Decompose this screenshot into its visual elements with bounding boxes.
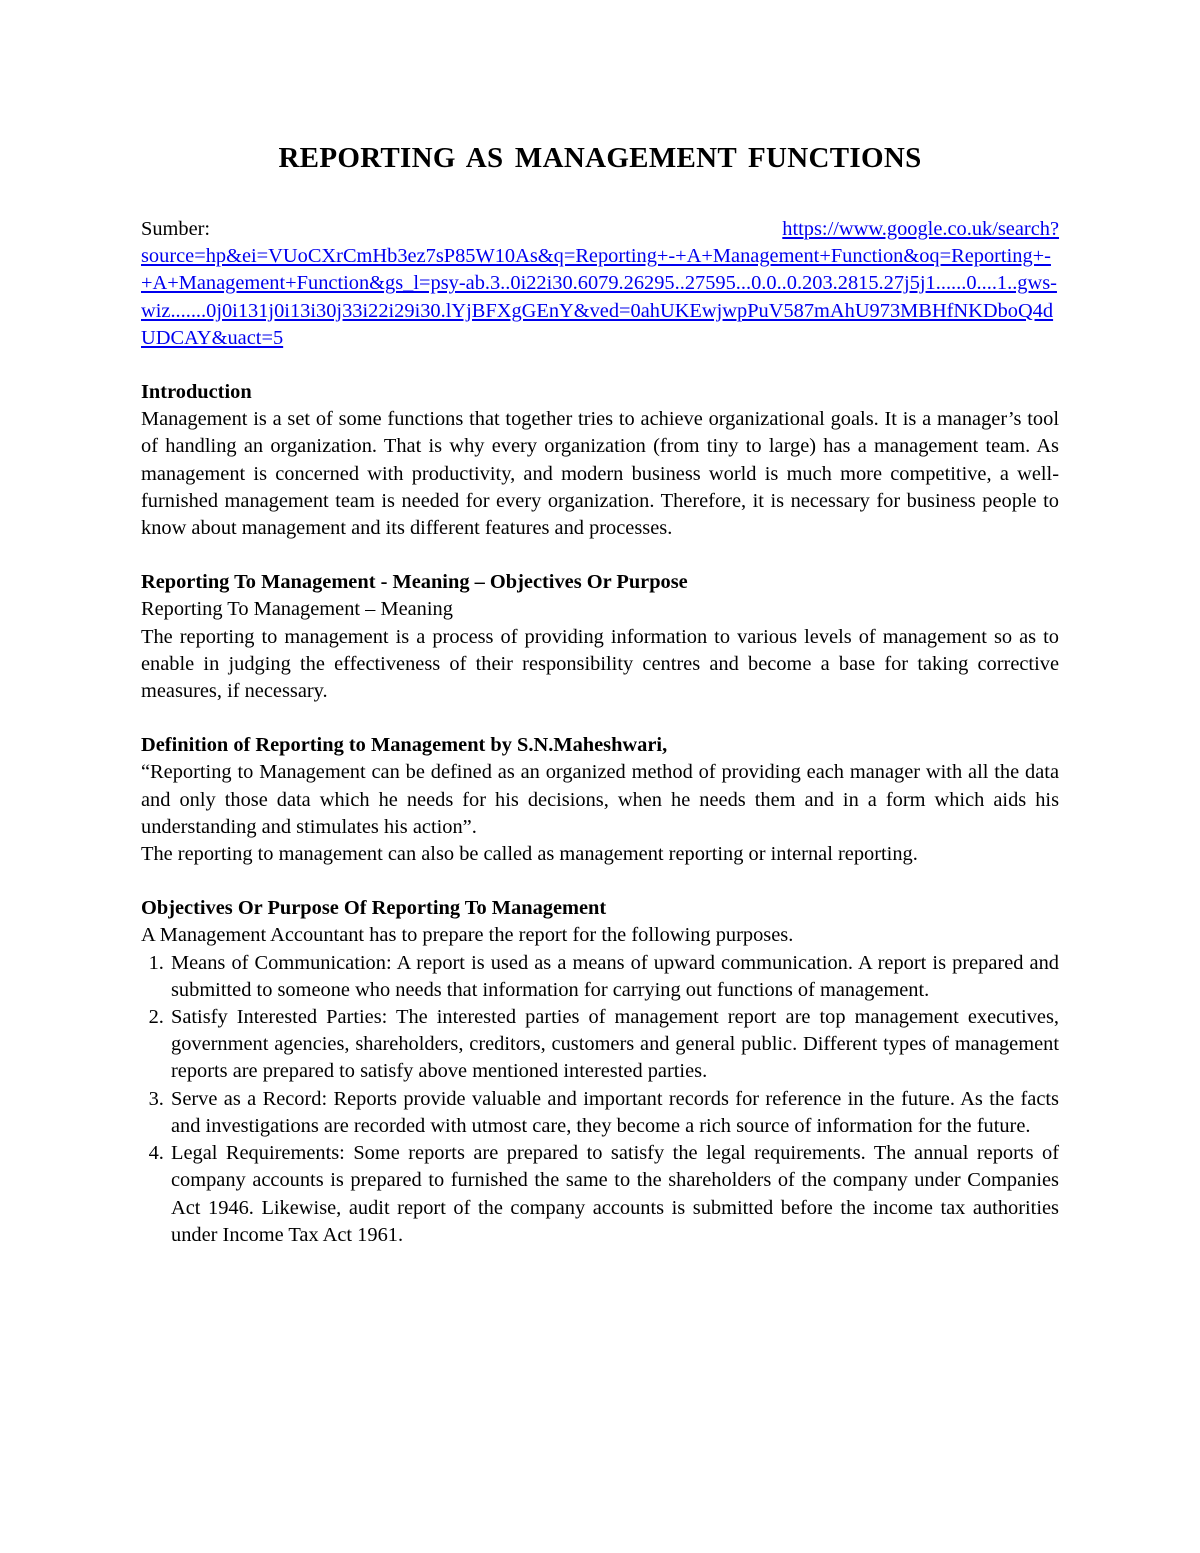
meaning-paragraph: The reporting to management is a process of providing information to various levels of management so as to enable in judging the effectiveness of their responsibility centres and become a base for taking corrective measures, if necessary. [141,625,1059,703]
list-item: 3. Serve as a Record: Reports provide valuable and important records for reference in the future. As the facts and investigations are recorded with utmost care, they become a rich source of information for the future. [169,1086,1059,1140]
source-link-start[interactable]: https://www.google.co.uk/search? [782,218,1059,240]
introduction-paragraph: Management is a set of some functions that together tries to achieve organizational goals. It is a manager’s tool of handling an organization. That is why every organization (from tiny to large) has a management team. As management is concerned with productivity, and modern business world is much more competitive, a well-furnished management team is needed for every organization. Therefore, it is necessary for business people to know about management and its different features and processes. [141,408,1059,540]
source-label: Sumber: [141,218,211,240]
meaning-subheading: Reporting To Management – Meaning [141,598,453,621]
list-item: 4. Legal Requirements: Some reports are prepared to satisfy the legal requirements. The annual reports of company accounts is prepared to furnished the same to the shareholders of the company under Companies Act 1946. Likewise, audit report of the company accounts is submitted before the income tax authorities under Income Tax Act 1961. [169,1140,1059,1249]
objectives-list [141,950,1059,1249]
list-item: 2. Satisfy Interested Parties: The interested parties of management report are top management executives, government agencies, shareholders, creditors, customers and general public. Different types of management reports are prepared to satisfy above mentioned interested parties. [169,1004,1059,1086]
document-body [141,216,1059,1249]
source-line [141,216,1059,243]
objectives-heading: Objectives Or Purpose Of Reporting To Management [141,897,607,920]
source-link[interactable]: source=hp&ei=VUoCXrCmHb3ez7sP85W10As&q=Reporting+-+A+Management+Function&oq=Reporting+-+A+Management+Function&gs_l=psy-ab.3..0i22i30.6079.26295..27595...0.0..0.203.2815.27j5j1......0....1..gws-wiz.......0j0i131j0i13i30j33i22i29i30.lYjBFXgGEnY&ved=0ahUKEwjwpPuV587mAhU973MBHfNKDboQ4dUDCAY&uact=5 [141,245,1057,349]
definition-paragraph: The reporting to management can also be called as management reporting or internal reporting. [141,843,918,866]
list-item: 1. Means of Communication: A report is used as a means of upward communication. A report is prepared and submitted to someone who needs that information for carrying out functions of management. [169,950,1059,1004]
definition-quote: “Reporting to Management can be defined as an organized method of providing each manager with all the data and only those data which he needs for his decisions, when he needs them and in a form which aids his understanding and stimulates his action”. [141,761,1059,838]
introduction-heading: Introduction [141,381,252,404]
meaning-heading: Reporting To Management - Meaning – Objectives Or Purpose [141,571,688,594]
objectives-intro: A Management Accountant has to prepare the report for the following purposes. [141,924,794,947]
definition-heading: Definition of Reporting to Management by S.N.Maheshwari, [141,734,668,757]
page-title: REPORTING AS MANAGEMENT FUNCTIONS [278,142,922,174]
